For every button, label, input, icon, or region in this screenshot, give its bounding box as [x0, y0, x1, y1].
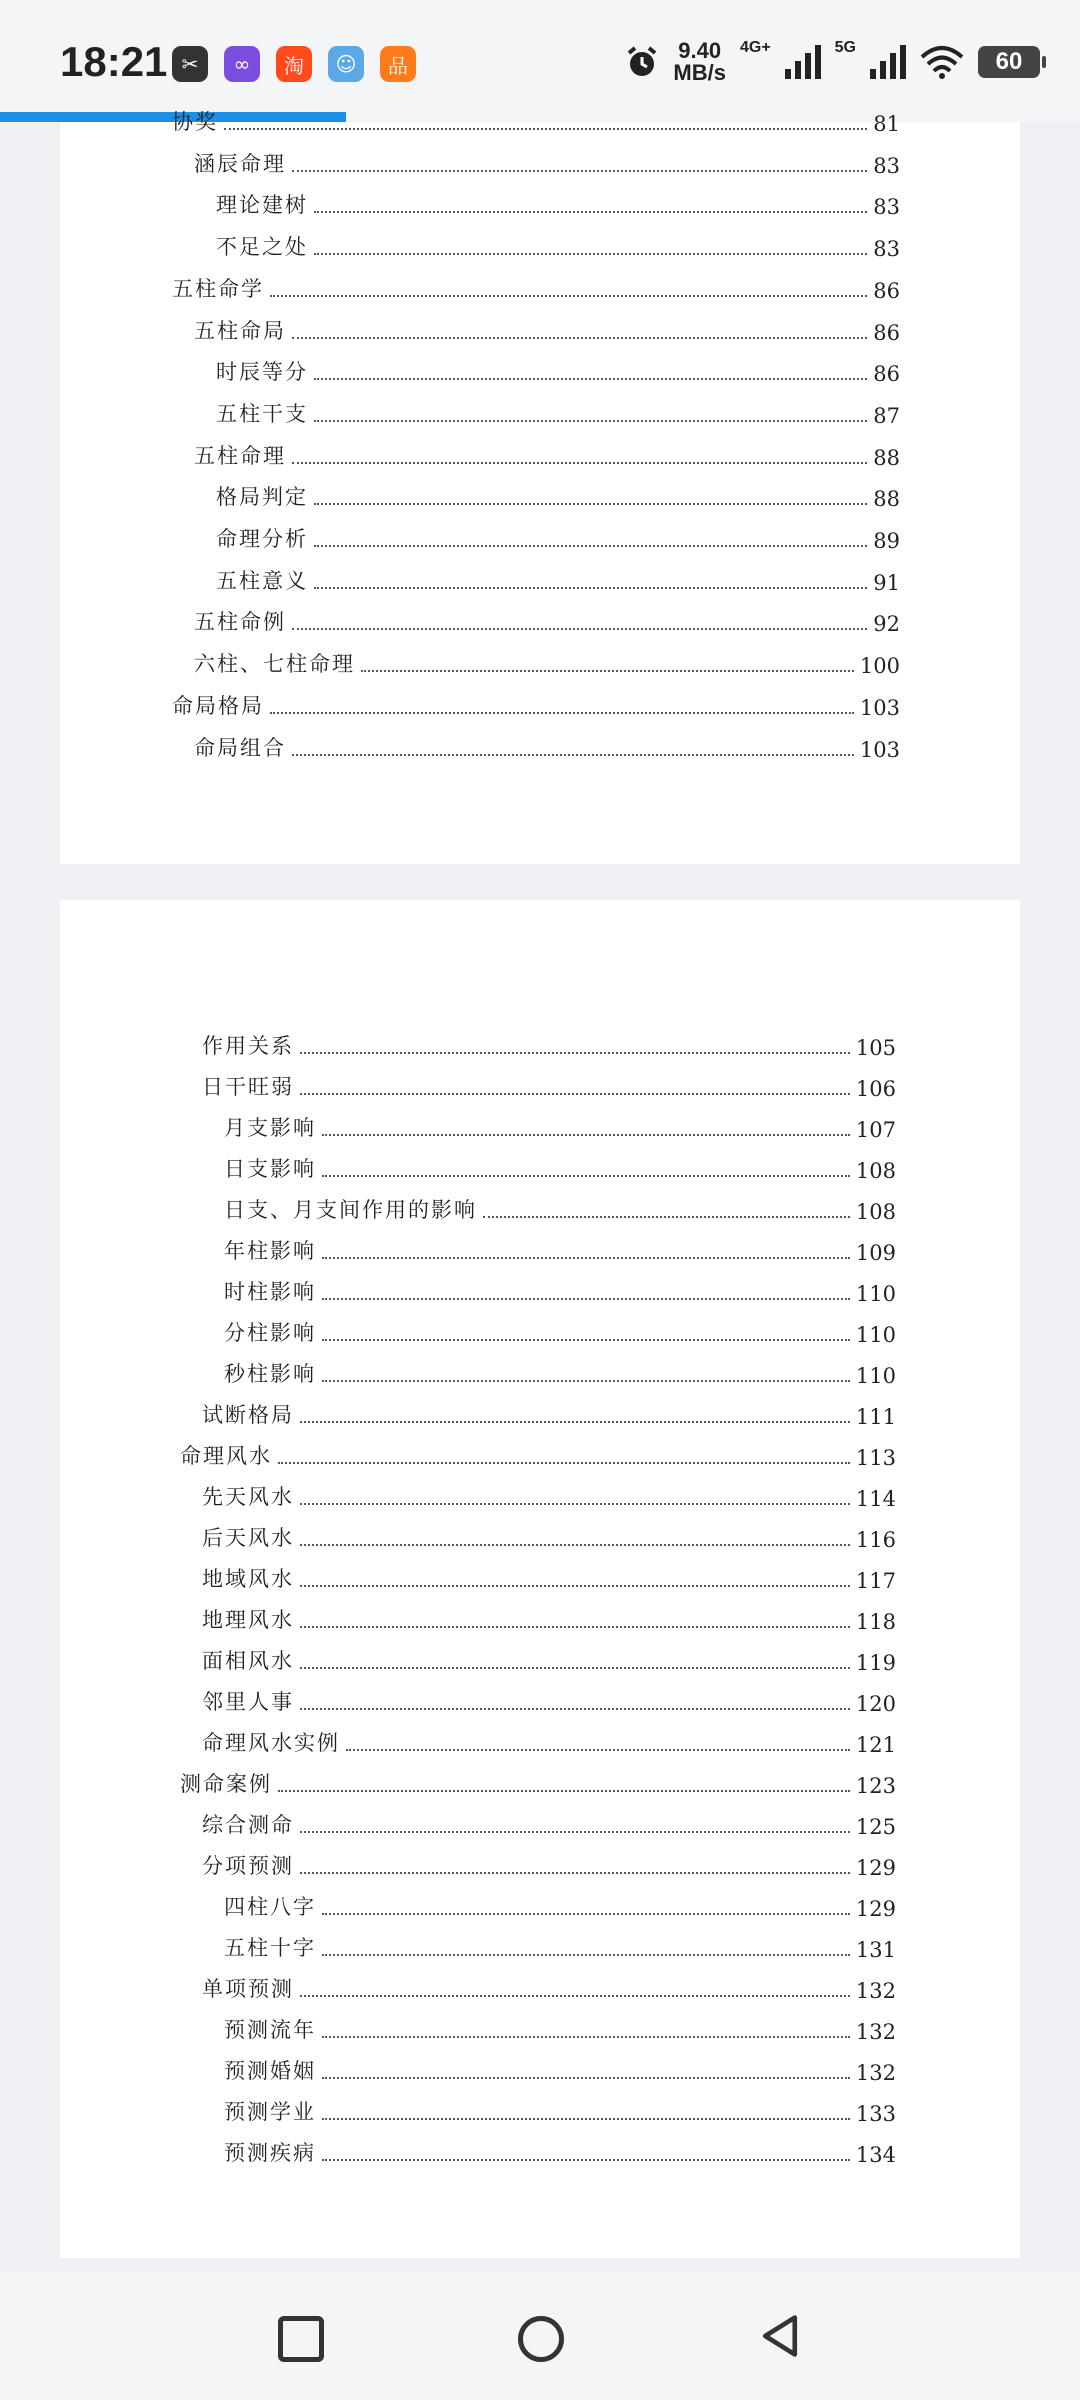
- system-indicators: [625, 40, 1040, 84]
- dot-leader: [483, 1216, 850, 1218]
- dot-leader: [270, 295, 867, 297]
- toc-entry-title: 五柱意义: [216, 568, 308, 593]
- toc-entry-page-number: 132: [855, 1979, 896, 2003]
- speed-unit: MB/s: [673, 60, 726, 85]
- toc-entry-title: 五柱命局: [194, 318, 286, 343]
- dot-leader: [322, 1257, 850, 1259]
- shopping-app-icon: 品: [380, 46, 416, 82]
- dot-leader: [322, 2118, 850, 2120]
- toc-entry-title: 命理风水: [180, 1444, 272, 1468]
- toc-entry[interactable]: [224, 1235, 896, 1265]
- wifi-icon: [920, 45, 964, 79]
- toc-entry-page-number: 118: [855, 1610, 896, 1634]
- toc-entry-page-number: 120: [855, 1692, 896, 1716]
- toc-entry-page-number: 89: [873, 529, 900, 553]
- dot-leader: [292, 170, 867, 172]
- toc-entry-page-number: 103: [859, 737, 900, 762]
- toc-entry[interactable]: [216, 481, 900, 511]
- toc-entry-page-number: 129: [855, 1856, 896, 1880]
- toc-entry-page-number: 119: [855, 1651, 896, 1675]
- signal-bars-icon-2: [870, 45, 906, 79]
- toc-entry-page-number: 116: [855, 1528, 896, 1552]
- signal-bars-icon: [785, 45, 821, 79]
- toc-entry[interactable]: [224, 2055, 896, 2085]
- network-speed: [673, 40, 726, 84]
- dot-leader: [322, 1339, 850, 1341]
- dot-leader: [314, 545, 867, 547]
- toc-entry-page-number: 86: [873, 362, 900, 387]
- toc-entry[interactable]: [194, 315, 900, 345]
- toc-entry[interactable]: [202, 1727, 896, 1757]
- toc-entry[interactable]: [202, 1071, 896, 1101]
- scissors-app-icon: ✂: [172, 46, 208, 82]
- toc-entry[interactable]: [216, 523, 900, 553]
- infinity-app-icon: ∞: [224, 46, 260, 82]
- dot-leader: [314, 503, 867, 505]
- toc-entry-title: 分柱影响: [224, 1321, 316, 1345]
- toc-entry[interactable]: [224, 2014, 896, 2044]
- toc-entry-page-number: 113: [855, 1446, 896, 1470]
- toc-entry-title: 五柱干支: [216, 401, 308, 426]
- toc-entry-page-number: 91: [873, 570, 900, 595]
- toc-entry-page-number: 106: [855, 1077, 896, 1101]
- toc-entry-page-number: 132: [855, 2061, 896, 2085]
- toc-entry-title: 预测流年: [224, 2018, 316, 2042]
- dot-leader: [322, 1134, 850, 1136]
- dot-leader: [314, 587, 867, 589]
- dot-leader: [270, 712, 854, 714]
- toc-entry-page-number: 132: [855, 2020, 896, 2044]
- toc-entry-title: 六柱、七柱命理: [194, 652, 355, 677]
- dot-leader: [300, 1503, 850, 1505]
- toc-entry-title: 预测婚姻: [224, 2059, 316, 2083]
- toc-entry-page-number: 121: [855, 1733, 896, 1757]
- toc-entry[interactable]: [224, 1276, 896, 1306]
- toc-entry-page-number: 88: [873, 445, 900, 470]
- toc-entry-title: 不足之处: [216, 235, 308, 260]
- dot-leader: [361, 670, 854, 672]
- toc-entry-page-number: 111: [855, 1405, 896, 1429]
- robot-app-icon: ☺: [328, 46, 364, 82]
- toc-entry-page-number: 117: [855, 1569, 896, 1593]
- clock: 18:21: [60, 38, 168, 85]
- toc-entry[interactable]: [216, 231, 900, 261]
- status-bar: [0, 0, 1080, 112]
- toc-entry-page-number: 103: [859, 695, 900, 720]
- dot-leader: [314, 420, 867, 422]
- home-button[interactable]: [518, 2316, 564, 2362]
- toc-entry[interactable]: [224, 1153, 896, 1183]
- toc-entry-title: 秒柱影响: [224, 1362, 316, 1386]
- toc-entry-page-number: 87: [873, 403, 900, 428]
- toc-entry-page-number: 125: [855, 1815, 896, 1839]
- toc-entry-page-number: 114: [855, 1487, 896, 1511]
- toc-entry-title: 日支影响: [224, 1157, 316, 1181]
- dot-leader: [278, 1462, 850, 1464]
- toc-entry-page-number: 92: [873, 612, 900, 637]
- toc-entry[interactable]: [194, 606, 900, 636]
- toc-entry[interactable]: [194, 732, 900, 762]
- toc-entry-page-number: 108: [855, 1200, 896, 1224]
- toc-entry-title: 预测疾病: [224, 2141, 316, 2165]
- dot-leader: [292, 754, 854, 756]
- toc-entry-title: 月支影响: [224, 1116, 316, 1140]
- toc-entry-title: 邻里人事: [202, 1690, 294, 1714]
- toc-entry-page-number: 110: [855, 1364, 896, 1388]
- dot-leader: [322, 2159, 850, 2161]
- toc-entry[interactable]: [194, 148, 900, 178]
- toc-entry-page-number: 131: [855, 1938, 896, 1962]
- dot-leader: [292, 462, 867, 464]
- toc-entry[interactable]: [202, 1686, 896, 1716]
- toc-entry-title: 时辰等分: [216, 360, 308, 385]
- toc-entry[interactable]: [202, 1481, 896, 1511]
- dot-leader: [322, 2036, 850, 2038]
- toc-entry[interactable]: [180, 1440, 896, 1470]
- toc-entry[interactable]: [224, 2096, 896, 2126]
- dot-leader: [322, 1298, 850, 1300]
- back-button[interactable]: [756, 2312, 804, 2360]
- toc-entry[interactable]: [224, 1112, 896, 1142]
- network-type-5g: 5G: [834, 39, 856, 56]
- toc-entry[interactable]: [216, 356, 900, 386]
- toc-entry[interactable]: [202, 1399, 896, 1429]
- dot-leader: [300, 1421, 850, 1423]
- document-page-1[interactable]: [60, 110, 1020, 864]
- toc-entry-page-number: 133: [855, 2102, 896, 2126]
- document-page-2[interactable]: [60, 900, 1020, 2258]
- toc-entry-page-number: 86: [873, 320, 900, 345]
- toc-entry-title: 命局组合: [194, 735, 286, 760]
- toc-entry-title: 预测学业: [224, 2100, 316, 2124]
- toc-entry-page-number: 110: [855, 1282, 896, 1306]
- dot-leader: [292, 628, 867, 630]
- toc-entry-title: 时柱影响: [224, 1280, 316, 1304]
- dot-leader: [314, 211, 867, 213]
- toc-entry-title: 测命案例: [180, 1772, 272, 1796]
- toc-entry-page-number: 129: [855, 1897, 896, 1921]
- toc-entry-title: 命局格局: [172, 693, 264, 718]
- toc-entry-page-number: 108: [855, 1159, 896, 1183]
- dot-leader: [224, 128, 867, 130]
- toc-entry-title: 四柱八字: [224, 1895, 316, 1919]
- toc-entry[interactable]: [202, 1522, 896, 1552]
- toc-entry-page-number: 86: [873, 278, 900, 303]
- toc-entry-title: 年柱影响: [224, 1239, 316, 1263]
- toc-entry-title: 分项预测: [202, 1854, 294, 1878]
- toc-entry-title: 格局判定: [216, 485, 308, 510]
- toc-entry-title: 综合测命: [202, 1813, 294, 1837]
- toc-entry-page-number: 83: [873, 195, 900, 220]
- toc-entry-page-number: 100: [859, 654, 900, 679]
- toc-entry[interactable]: [202, 1973, 896, 2003]
- toc-entry-page-number: 83: [873, 153, 900, 178]
- toc-entry-page-number: 83: [873, 237, 900, 262]
- dot-leader: [300, 1831, 850, 1833]
- toc-entry-title: 单项预测: [202, 1977, 294, 2001]
- dot-leader: [322, 1380, 850, 1382]
- toc-entry-title: 作用关系: [202, 1034, 294, 1058]
- toc-entry-page-number: 123: [855, 1774, 896, 1798]
- toc-entry-title: 涵辰命理: [194, 151, 286, 176]
- dot-leader: [322, 1913, 850, 1915]
- toc-entry-page-number: 110: [855, 1323, 896, 1347]
- navigation-bar: [0, 2272, 1080, 2400]
- toc-entry[interactable]: [202, 1850, 896, 1880]
- toc-entry[interactable]: [224, 1358, 896, 1388]
- dot-leader: [322, 1954, 850, 1956]
- toc-entry[interactable]: [202, 1030, 896, 1060]
- dot-leader: [292, 337, 867, 339]
- recent-apps-button[interactable]: [278, 2316, 324, 2362]
- toc-entry[interactable]: [202, 1809, 896, 1839]
- toc-entry-title: 理论建树: [216, 193, 308, 218]
- battery-icon: [978, 46, 1040, 78]
- toc-entry-title: 先天风水: [202, 1485, 294, 1509]
- toc-entry-title: 协奖: [172, 110, 218, 134]
- taobao-app-icon: 淘: [276, 46, 312, 82]
- toc-entry[interactable]: [172, 106, 900, 136]
- dot-leader: [300, 1544, 850, 1546]
- toc-entry[interactable]: [172, 690, 900, 720]
- toc-entry[interactable]: [224, 2137, 896, 2167]
- toc-entry[interactable]: [224, 1891, 896, 1921]
- toc-entry-title: 五柱命理: [194, 443, 286, 468]
- dot-leader: [300, 1093, 850, 1095]
- toc-entry[interactable]: [194, 648, 900, 678]
- battery-level: 60: [995, 48, 1023, 75]
- dot-leader: [300, 1585, 850, 1587]
- toc-entry-title: 后天风水: [202, 1526, 294, 1550]
- toc-entry-title: 试断格局: [202, 1403, 294, 1427]
- toc-entry-title: 面相风水: [202, 1649, 294, 1673]
- dot-leader: [300, 1995, 850, 1997]
- toc-entry[interactable]: [224, 1932, 896, 1962]
- dot-leader: [314, 253, 867, 255]
- dot-leader: [346, 1749, 850, 1751]
- toc-entry-page-number: 107: [855, 1118, 896, 1142]
- dot-leader: [322, 2077, 850, 2079]
- network-type-4g: 4G+: [739, 39, 771, 56]
- toc-entry[interactable]: [202, 1563, 896, 1593]
- toc-entry[interactable]: [216, 565, 900, 595]
- toc-entry-page-number: 134: [855, 2143, 896, 2167]
- toc-entry[interactable]: [216, 189, 900, 219]
- toc-entry-title: 命理分析: [216, 527, 308, 551]
- toc-entry-title: 地域风水: [202, 1567, 294, 1591]
- dot-leader: [278, 1790, 850, 1792]
- toc-entry-page-number: 105: [855, 1036, 896, 1060]
- speed-value: 9.40: [678, 38, 722, 63]
- toc-entry[interactable]: [180, 1768, 896, 1798]
- toc-entry[interactable]: [172, 273, 900, 303]
- dot-leader: [300, 1626, 850, 1628]
- toc-entry-title: 五柱命例: [194, 610, 286, 635]
- toc-entry-title: 五柱十字: [224, 1936, 316, 1960]
- toc-entry-title: 日干旺弱: [202, 1075, 294, 1099]
- toc-entry-title: 五柱命学: [172, 276, 264, 301]
- toc-entry-page-number: 88: [873, 487, 900, 512]
- dot-leader: [300, 1872, 850, 1874]
- dot-leader: [314, 378, 867, 380]
- dot-leader: [300, 1052, 850, 1054]
- toc-entry-title: 地理风水: [202, 1608, 294, 1632]
- alarm-icon: [625, 45, 659, 79]
- toc-entry[interactable]: [224, 1317, 896, 1347]
- notification-icons: [172, 46, 416, 82]
- toc-entry[interactable]: [202, 1604, 896, 1634]
- toc-entry-title: 日支、月支间作用的影响: [224, 1198, 477, 1222]
- dot-leader: [300, 1667, 850, 1669]
- toc-entry[interactable]: [224, 1194, 896, 1224]
- toc-entry-page-number: 81: [873, 112, 900, 136]
- toc-entry[interactable]: [216, 398, 900, 428]
- toc-entry[interactable]: [194, 440, 900, 470]
- toc-entry[interactable]: [202, 1645, 896, 1675]
- dot-leader: [300, 1708, 850, 1710]
- toc-entry-page-number: 109: [855, 1241, 896, 1265]
- toc-entry-title: 命理风水实例: [202, 1731, 340, 1755]
- dot-leader: [322, 1175, 850, 1177]
